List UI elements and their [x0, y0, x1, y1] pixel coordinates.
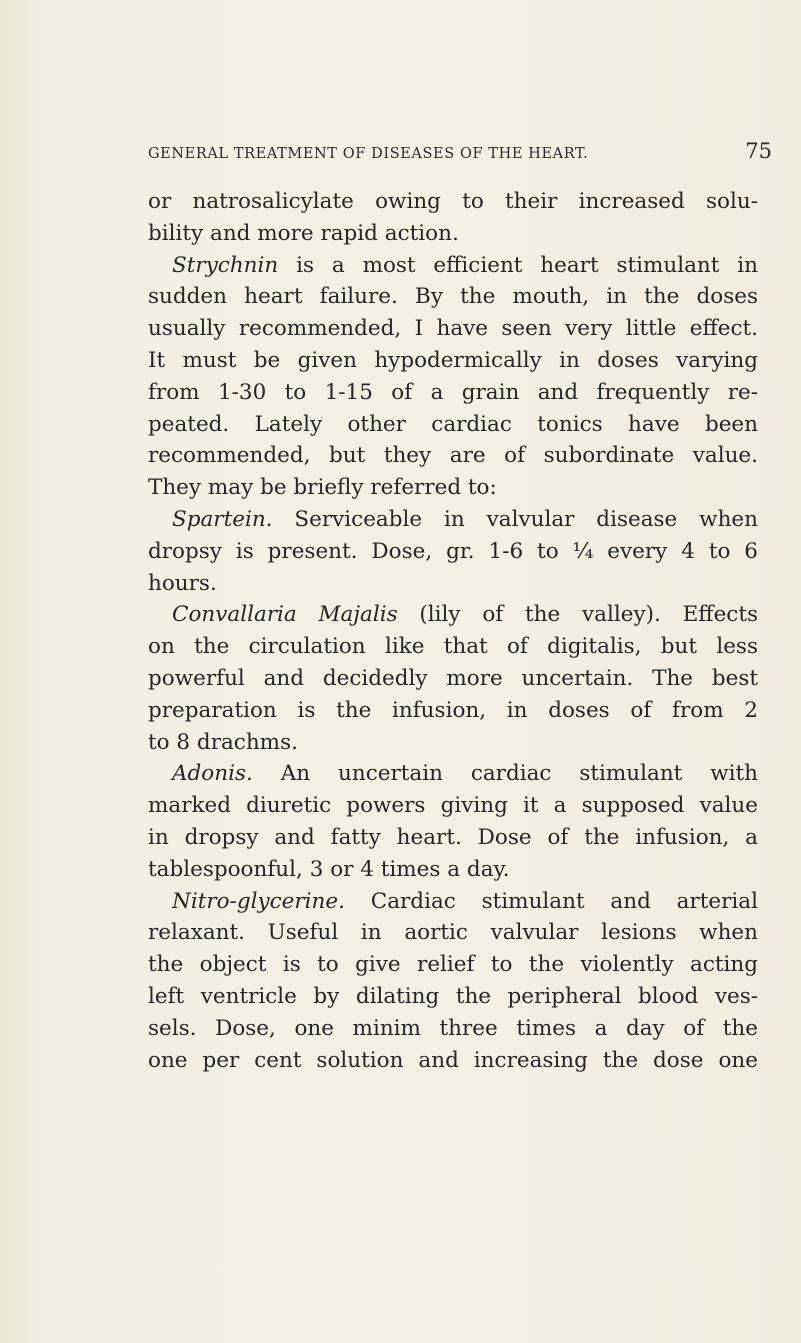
text-span: An uncertain cardiac stimulant with [252, 761, 758, 787]
text-line: bility and more rapid action. [148, 220, 459, 246]
text-line: usually recommended, I have seen very little effect. [148, 316, 758, 342]
drug-term: Spartein. [172, 506, 273, 532]
text-line: hours. [148, 570, 217, 596]
text-line: recommended, but they are of subordinate value. [148, 443, 758, 469]
text-line: peated. Lately other cardiac tonics have been [148, 411, 758, 437]
text-line: relaxant. Useful in aortic valvular lesions when [148, 920, 758, 946]
text-span: is a most efficient heart stimulant in [278, 252, 758, 278]
paragraph-convallaria [148, 599, 758, 631]
drug-term: Strychnin [172, 252, 279, 278]
text-line: tablespoonful, 3 or 4 times a day. [148, 856, 510, 882]
running-header [148, 139, 772, 168]
text-line: left ventricle by dilating the peripheral blood ves- [148, 983, 758, 1009]
paragraph-strychnin [148, 250, 758, 282]
text-line: marked diuretic powers giving it a supposed value [148, 793, 758, 819]
page-number: 75 [745, 139, 772, 163]
text-line: sudden heart failure. By the mouth, in the doses [148, 284, 758, 310]
text-line: preparation is the infusion, in doses of from 2 [148, 697, 758, 723]
body-text [148, 186, 758, 1076]
text-line: on the circulation like that of digitalis, but less [148, 634, 758, 660]
paragraph-spartein [148, 504, 758, 536]
text-line: from 1-30 to 1-15 of a grain and frequently re- [148, 379, 758, 405]
paragraph-adonis [148, 758, 758, 790]
text-line: sels. Dose, one minim three times a day of the [148, 1015, 758, 1041]
drug-term: Convallaria Majalis [172, 602, 398, 628]
paragraph-nitroglycerine [148, 886, 758, 918]
text-line: to 8 drachms. [148, 729, 298, 755]
text-line: or natrosalicylate owing to their increased solu- [148, 189, 758, 214]
text-line: It must be given hypodermically in doses varying [148, 347, 758, 373]
text-line: in dropsy and fatty heart. Dose of the infusion, a [148, 824, 758, 850]
text-line: dropsy is present. Dose, gr. 1-6 to ¼ every 4 to 6 [148, 538, 758, 564]
text-line: They may be briefly referred to: [148, 475, 497, 501]
text-line: powerful and decidedly more uncertain. The best [148, 665, 758, 691]
drug-term: Nitro-glycerine. [172, 888, 345, 914]
drug-term: Adonis. [172, 761, 253, 787]
header-title: GENERAL TREATMENT OF DISEASES OF THE HEART. [148, 146, 589, 162]
text-span: Serviceable in valvular disease when [272, 506, 758, 532]
text-line: the object is to give relief to the violently acting [148, 952, 758, 978]
text-line: one per cent solution and increasing the dose one [148, 1047, 758, 1073]
text-span: (lily of the valley). Effects [397, 602, 759, 628]
text-span: Cardiac stimulant and arterial [344, 888, 758, 914]
